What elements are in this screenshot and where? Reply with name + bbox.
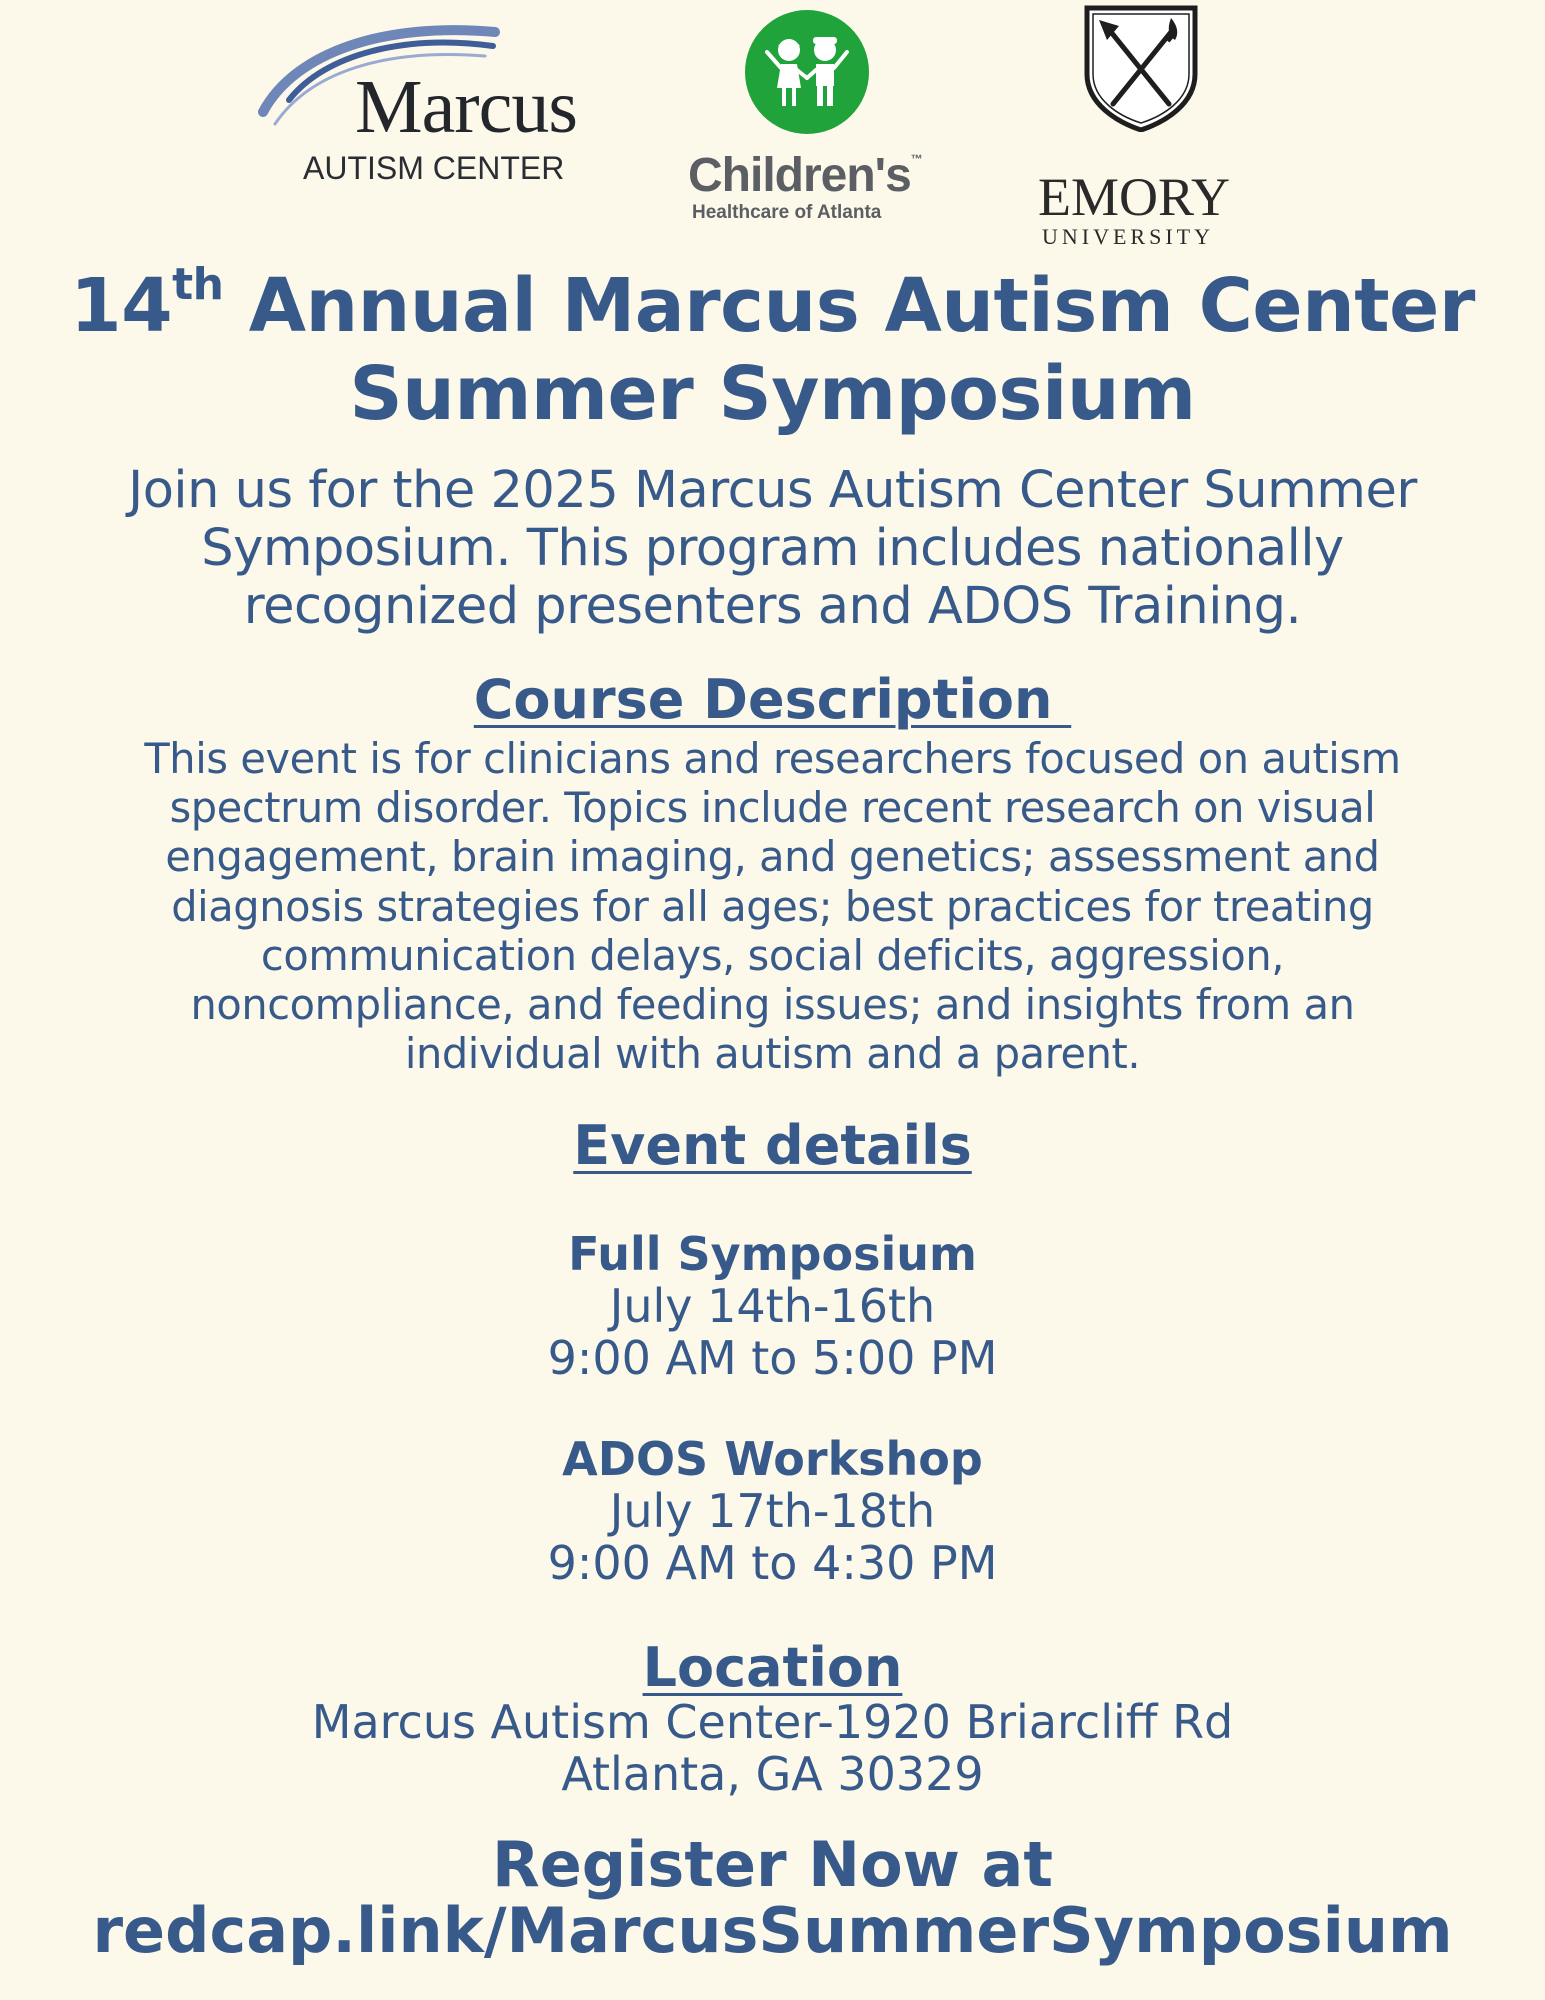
childrens-kids-icon — [745, 10, 869, 134]
location-address — [0, 1696, 1545, 1800]
intro-line: Symposium. This program includes nationally — [201, 519, 1344, 578]
emory-logo-subtitle: UNIVERSITY — [1042, 224, 1214, 249]
register-line: Register Now at — [492, 1828, 1053, 1901]
full-symposium-time: 9:00 AM to 5:00 PM — [547, 1331, 998, 1385]
full-symposium-details — [0, 1228, 1545, 1384]
page-title — [0, 259, 1545, 438]
course-description-body — [0, 734, 1545, 1078]
ados-workshop-time: 9:00 AM to 4:30 PM — [547, 1536, 998, 1590]
childrens-healthcare-logo — [680, 10, 960, 223]
course-line: individual with autism and a parent. — [404, 1029, 1141, 1079]
emory-logo-name: EMORY — [1038, 167, 1231, 227]
ados-workshop-details — [0, 1433, 1545, 1589]
event-details-heading-text: Event details — [573, 1114, 972, 1177]
full-symposium-title: Full Symposium — [568, 1227, 977, 1281]
address-line-2: Atlanta, GA 30329 — [561, 1747, 984, 1801]
marcus-logo-subtitle: AUTISM CENTER — [303, 150, 565, 186]
event-details-heading — [0, 1116, 1545, 1176]
register-link[interactable]: redcap.link/MarcusSummerSymposium — [92, 1894, 1453, 1967]
location-heading-text: Location — [642, 1636, 903, 1699]
course-description-heading-text: Course Description — [473, 668, 1072, 731]
title-line-2: Summer Symposium — [349, 351, 1196, 437]
ados-workshop-dates: July 17th-18th — [609, 1484, 936, 1538]
ados-workshop-title: ADOS Workshop — [562, 1432, 983, 1486]
intro-line: recognized presenters and ADOS Training. — [243, 577, 1302, 636]
emory-shield-icon — [1081, 4, 1201, 132]
location-heading — [0, 1638, 1545, 1698]
childrens-logo-subtitle: Healthcare of Atlanta — [692, 202, 882, 223]
childrens-logo-name-text: Children's — [688, 149, 911, 202]
title-number: 14 — [70, 263, 173, 349]
marcus-autism-center-logo — [255, 12, 590, 192]
course-line: This event is for clinicians and researchers focused on autism — [144, 734, 1401, 783]
title-ordinal: th — [172, 259, 224, 311]
course-line: noncompliance, and feeding issues; and insights from an — [190, 980, 1355, 1030]
intro-paragraph — [0, 462, 1545, 636]
logo-row — [0, 0, 1545, 250]
course-line: engagement, brain imaging, and genetics; assessment and — [165, 832, 1380, 882]
course-line: communication delays, social deficits, aggression, — [260, 930, 1285, 980]
register-call-to-action — [0, 1828, 1545, 1967]
course-line: spectrum disorder. Topics include recent research on visual — [169, 783, 1376, 833]
full-symposium-dates: July 14th-16th — [609, 1279, 936, 1333]
register-link-line — [0, 1894, 1545, 1967]
course-description-heading — [0, 670, 1545, 730]
intro-line: Join us for the 2025 Marcus Autism Center Summer — [128, 461, 1417, 520]
address-line-1: Marcus Autism Center-1920 Briarcliff Rd — [311, 1695, 1234, 1749]
childrens-trademark: ™ — [910, 152, 922, 166]
childrens-logo-name — [688, 148, 922, 203]
title-line-1-rest: Annual Marcus Autism Center — [223, 263, 1475, 349]
emory-university-logo — [1030, 4, 1250, 249]
title-line-1 — [0, 259, 1545, 350]
course-line: diagnosis strategies for all ages; best practices for treating — [171, 881, 1374, 931]
marcus-logo-name: Marcus — [355, 65, 577, 149]
